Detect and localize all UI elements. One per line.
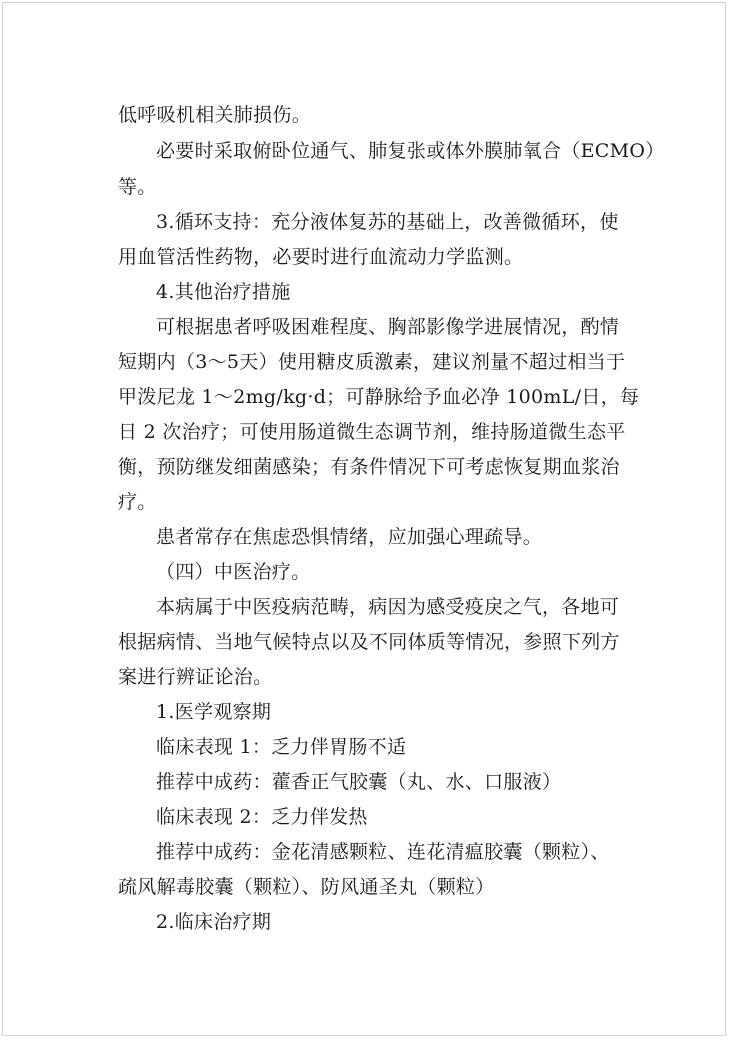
text-line: 甲泼尼龙 1～2mg/kg·d；可静脉给予血必净 100mL/日，每 — [118, 386, 640, 408]
text-line: 疏风解毒胶囊（颗粒）、防风通圣丸（颗粒） — [118, 876, 495, 898]
text-line: 短期内（3～5天）使用糖皮质激素，建议剂量不超过相当于 — [118, 351, 626, 373]
text-line: 根据病情、当地气候特点以及不同体质等情况，参照下列方 — [118, 631, 620, 653]
text-line: 疗。 — [118, 491, 157, 513]
section-heading: 3.循环支持：充分液体复苏的基础上，改善微循环，使 — [156, 211, 619, 233]
text-line: 用血管活性药物，必要时进行血流动力学监测。 — [118, 246, 524, 268]
text-line: 临床表现 1：乏力伴胃肠不适 — [156, 736, 407, 758]
text-line: 推荐中成药：金花清感颗粒、连花清瘟胶囊（颗粒）、 — [156, 841, 610, 863]
text-line: 本病属于中医疫病范畴，病因为感受疫戾之气，各地可 — [156, 596, 620, 618]
text-line: 等。 — [118, 176, 157, 198]
section-heading: （四）中医治疗。 — [156, 561, 311, 583]
text-line: 临床表现 2：乏力伴发热 — [156, 806, 368, 828]
section-heading: 2.临床治疗期 — [156, 911, 272, 933]
text-line: 推荐中成药：藿香正气胶囊（丸、水、口服液） — [156, 771, 562, 793]
section-heading: 1.医学观察期 — [156, 701, 272, 723]
text-line: 案进行辨证论治。 — [118, 666, 273, 688]
text-line: 日 2 次治疗；可使用肠道微生态调节剂，维持肠道微生态平 — [118, 421, 626, 443]
text-line: 衡，预防继发细菌感染；有条件情况下可考虑恢复期血浆治 — [118, 456, 620, 478]
text-line: 低呼吸机相关肺损伤。 — [118, 104, 312, 126]
text-line: 必要时采取俯卧位通气、肺复张或体外膜肺氧合（ECMO） — [156, 140, 665, 162]
document-page — [2, 2, 726, 1036]
text-line: 患者常存在焦虑恐惧情绪，应加强心理疏导。 — [156, 526, 543, 548]
text-line: 可根据患者呼吸困难程度、胸部影像学进展情况，酌情 — [156, 316, 620, 338]
section-heading: 4.其他治疗措施 — [156, 281, 291, 303]
